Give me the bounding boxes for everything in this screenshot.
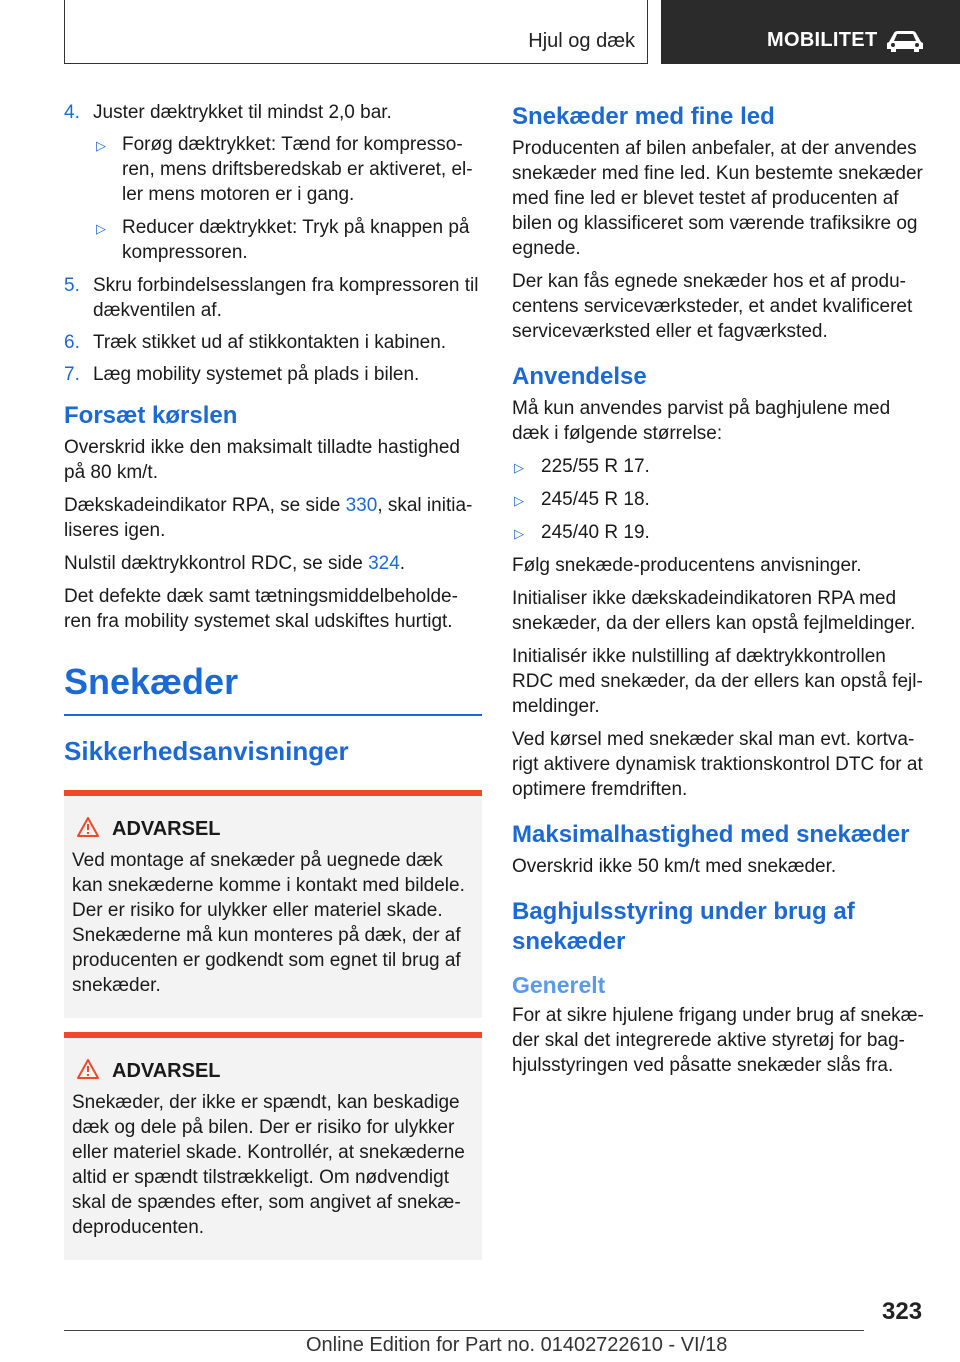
page-link[interactable]: 324 xyxy=(368,553,400,574)
list-item xyxy=(64,273,482,323)
safety-heading: Sikkerhedsanvisninger xyxy=(64,735,349,766)
triangle-bullet-icon: ▷ xyxy=(96,138,106,153)
list-item: ▷ 225/55 R 17. xyxy=(512,454,932,479)
step-number: 4. xyxy=(64,102,80,123)
list-item: ▷ 245/45 R 18. xyxy=(512,487,932,512)
rear-steering-heading: Baghjulsstyring under brug af snekæder xyxy=(512,898,855,955)
continue-paragraph: Det defekte dæk samt tætningsmiddelbeholde-ren fra mobility systemet skal udskiftes hurtigt. xyxy=(64,586,458,632)
warning-text: Ved montage af snekæder på uegnede dæk kan snekæderne komme i kontakt med bildele. Der er risiko for ulykker eller materiel skade. Snekæderne må kun monteres på dæk, der af producenten er godkendt som egnet til brug af snekæder. xyxy=(72,849,465,996)
step-number: 6. xyxy=(64,332,80,353)
warning-triangle-icon xyxy=(76,1058,100,1080)
step-number: 7. xyxy=(64,364,80,385)
general-heading: Generelt xyxy=(512,972,606,998)
bullet-text: Reducer dæktrykket: Tryk på knappen på kompressoren. xyxy=(122,217,470,263)
page-link[interactable]: 330 xyxy=(345,495,378,516)
continue-paragraph: Overskrid ikke den maksimalt tilladte hastighed på 80 km/t. xyxy=(64,437,461,483)
triangle-bullet-icon: ▷ xyxy=(96,221,106,236)
header-chapter-title: MOBILITET xyxy=(767,29,878,51)
warning-triangle-icon xyxy=(76,816,100,838)
warning-box xyxy=(64,1032,482,1260)
triangle-bullet-icon: ▷ xyxy=(514,460,524,475)
body-paragraph: Må kun anvendes parvist på baghjulene med dæk i følgende størrelse: xyxy=(512,398,891,444)
list-item xyxy=(64,132,482,207)
warning-title: ADVARSEL xyxy=(72,816,472,842)
triangle-bullet-icon: ▷ xyxy=(514,526,524,541)
page-number: 323 xyxy=(882,1298,923,1325)
usage-heading: Anvendelse xyxy=(512,363,647,390)
left-column xyxy=(64,100,482,1260)
list-item xyxy=(64,330,482,355)
chapter-title: Snekæder xyxy=(64,661,239,702)
body-paragraph: Der kan fås egnede snekæder hos et af produ-centens serviceværksteder, et andet kvalificeret serviceværksted eller et fagværksted. xyxy=(512,271,913,342)
step-text: Juster dæktrykket til mindst 2,0 bar. xyxy=(93,102,392,123)
header-section-box xyxy=(64,0,648,64)
triangle-bullet-icon: ▷ xyxy=(514,493,524,508)
continue-heading: Forsæt kørslen xyxy=(64,402,238,429)
body-paragraph: Ved kørsel med snekæder skal man evt. kortva-rigt aktivere dynamisk traktionskontrol DTC for at optimere fremdriften. xyxy=(512,729,923,800)
warning-title: ADVARSEL xyxy=(72,1058,472,1084)
header-chapter-box xyxy=(661,0,960,64)
header-section-title: Hjul og dæk xyxy=(528,30,635,52)
step-text: Læg mobility systemet på plads i bilen. xyxy=(93,364,420,385)
step-number: 5. xyxy=(64,275,80,296)
body-paragraph: Initialiser ikke dækskadeindikatoren RPA med snekæder, da der ellers kan opstå fejlmeldinger. xyxy=(512,588,916,634)
list-item xyxy=(64,100,482,125)
list-item xyxy=(64,362,482,387)
body-paragraph: Overskrid ikke 50 km/t med snekæder. xyxy=(512,856,837,877)
body-paragraph: For at sikre hjulene frigang under brug af snekæ-der skal det integrerede aktive styretøj for bag-hjulsstyringen ved påsatte snekæder slås fra. xyxy=(512,1005,924,1076)
warning-text: Snekæder, der ikke er spændt, kan beskadige dæk og dele på bilen. Der er risiko for ulykker eller materiel skade. Kontrollér, at snekæderne altid er spændt tilstrækkeligt. Om nødvendigt skal de spændes efter, som angivet af snekæ-deproducenten. xyxy=(72,1091,465,1238)
right-column xyxy=(512,100,932,1086)
list-item xyxy=(64,215,482,265)
fine-links-heading: Snekæder med fine led xyxy=(512,103,775,130)
body-paragraph: Følg snekæde-producentens anvisninger. xyxy=(512,555,862,576)
body-paragraph: Producenten af bilen anbefaler, at der anvendes snekæder med fine led. Kun bestemte snekæder med fine led er blevet testet af producenten af bilen og klassificeret som værende trafiksikre og egnede. xyxy=(512,138,923,259)
list-item: ▷ 245/40 R 19. xyxy=(512,520,932,545)
footer-edition: Online Edition for Part no. 01402722610 - VI/18 xyxy=(306,1334,728,1356)
footer-divider xyxy=(64,1330,864,1331)
warning-box xyxy=(64,790,482,1018)
body-paragraph: Initialisér ikke nulstilling af dæktrykkontrollen RDC med snekæder, da der ellers kan opstå fejl-meldinger. xyxy=(512,646,923,717)
chapter-divider xyxy=(64,714,482,716)
car-icon xyxy=(885,28,925,54)
continue-paragraph: Nulstil dæktrykkontrol RDC, se side 324. xyxy=(64,553,406,574)
max-speed-heading: Maksimalhastighed med snekæder xyxy=(512,821,910,848)
bullet-text: Forøg dæktrykket: Tænd for kompresso-ren, mens driftsberedskab er aktiveret, el-ler mens motoren er i gang. xyxy=(122,134,473,205)
step-text: Træk stikket ud af stikkontakten i kabinen. xyxy=(93,332,447,353)
step-text: Skru forbindelsesslangen fra kompressoren til dækventilen af. xyxy=(93,275,479,321)
continue-paragraph: Dækskadeindikator RPA, se side 330, skal initia-liseres igen. xyxy=(64,495,473,541)
